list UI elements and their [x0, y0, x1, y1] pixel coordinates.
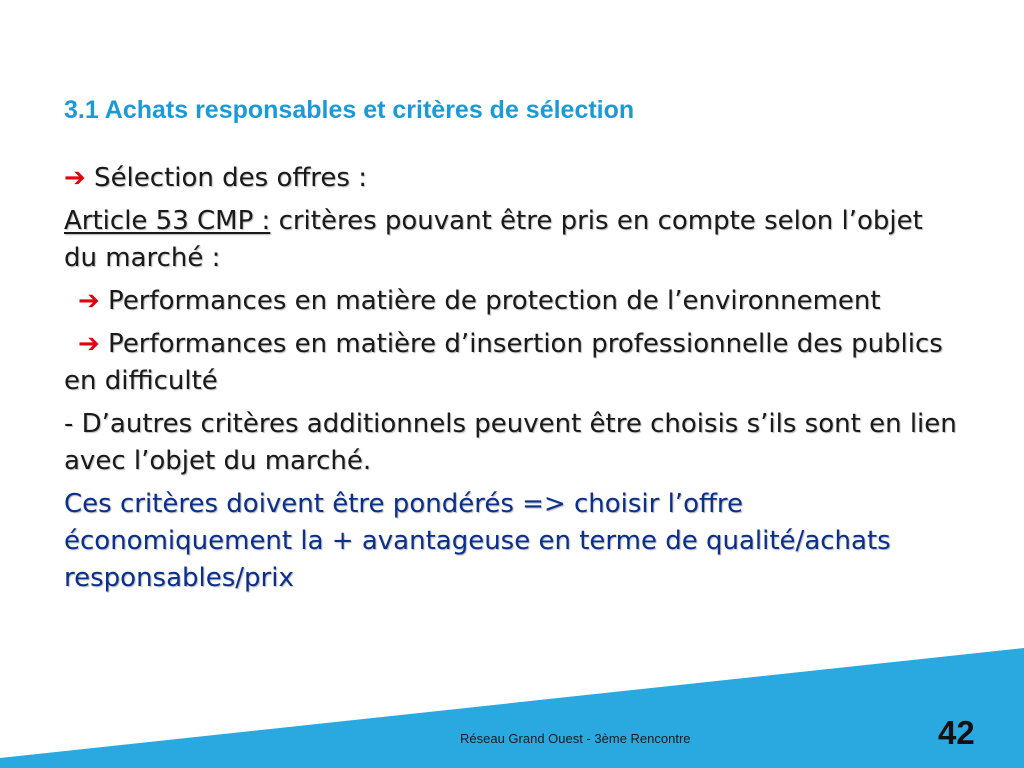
bullet-insertion-text: Performances en matière d’insertion professionnelle des publics en difficulté [64, 329, 943, 396]
arrow-right-icon: ➔ [78, 329, 100, 359]
arrow-right-icon: ➔ [64, 163, 86, 193]
footer-band [0, 640, 1024, 768]
selection-heading-text: Sélection des offres : [85, 163, 367, 193]
slide-content [64, 160, 964, 603]
conclusion: Ces critères doivent être pondérés => choisir l’offre économiquement la + avantageuse en terme de qualité/achats responsables/prix [64, 489, 891, 593]
article-paragraph [64, 203, 964, 277]
footer-text: Réseau Grand Ouest - 3ème Rencontre [460, 731, 691, 746]
bullet-insertion [64, 326, 964, 400]
page-number: 42 [938, 714, 975, 751]
article-text: critères pouvant être pris en compte selon l’objet du marché : [64, 206, 923, 273]
footer-band-shape [0, 648, 1024, 768]
arrow-right-icon: ➔ [78, 286, 100, 316]
article-label: Article 53 CMP : [64, 206, 271, 236]
selection-heading [64, 160, 964, 197]
bullet-environment [64, 283, 964, 320]
slide-title: 3.1 Achats responsables et critères de sélection [64, 96, 635, 124]
other-criteria: - D’autres critères additionnels peuvent être choisis s’ils sont en lien avec l’objet du marché. [64, 409, 957, 476]
bullet-environment-text: Performances en matière de protection de l’environnement [99, 286, 881, 316]
